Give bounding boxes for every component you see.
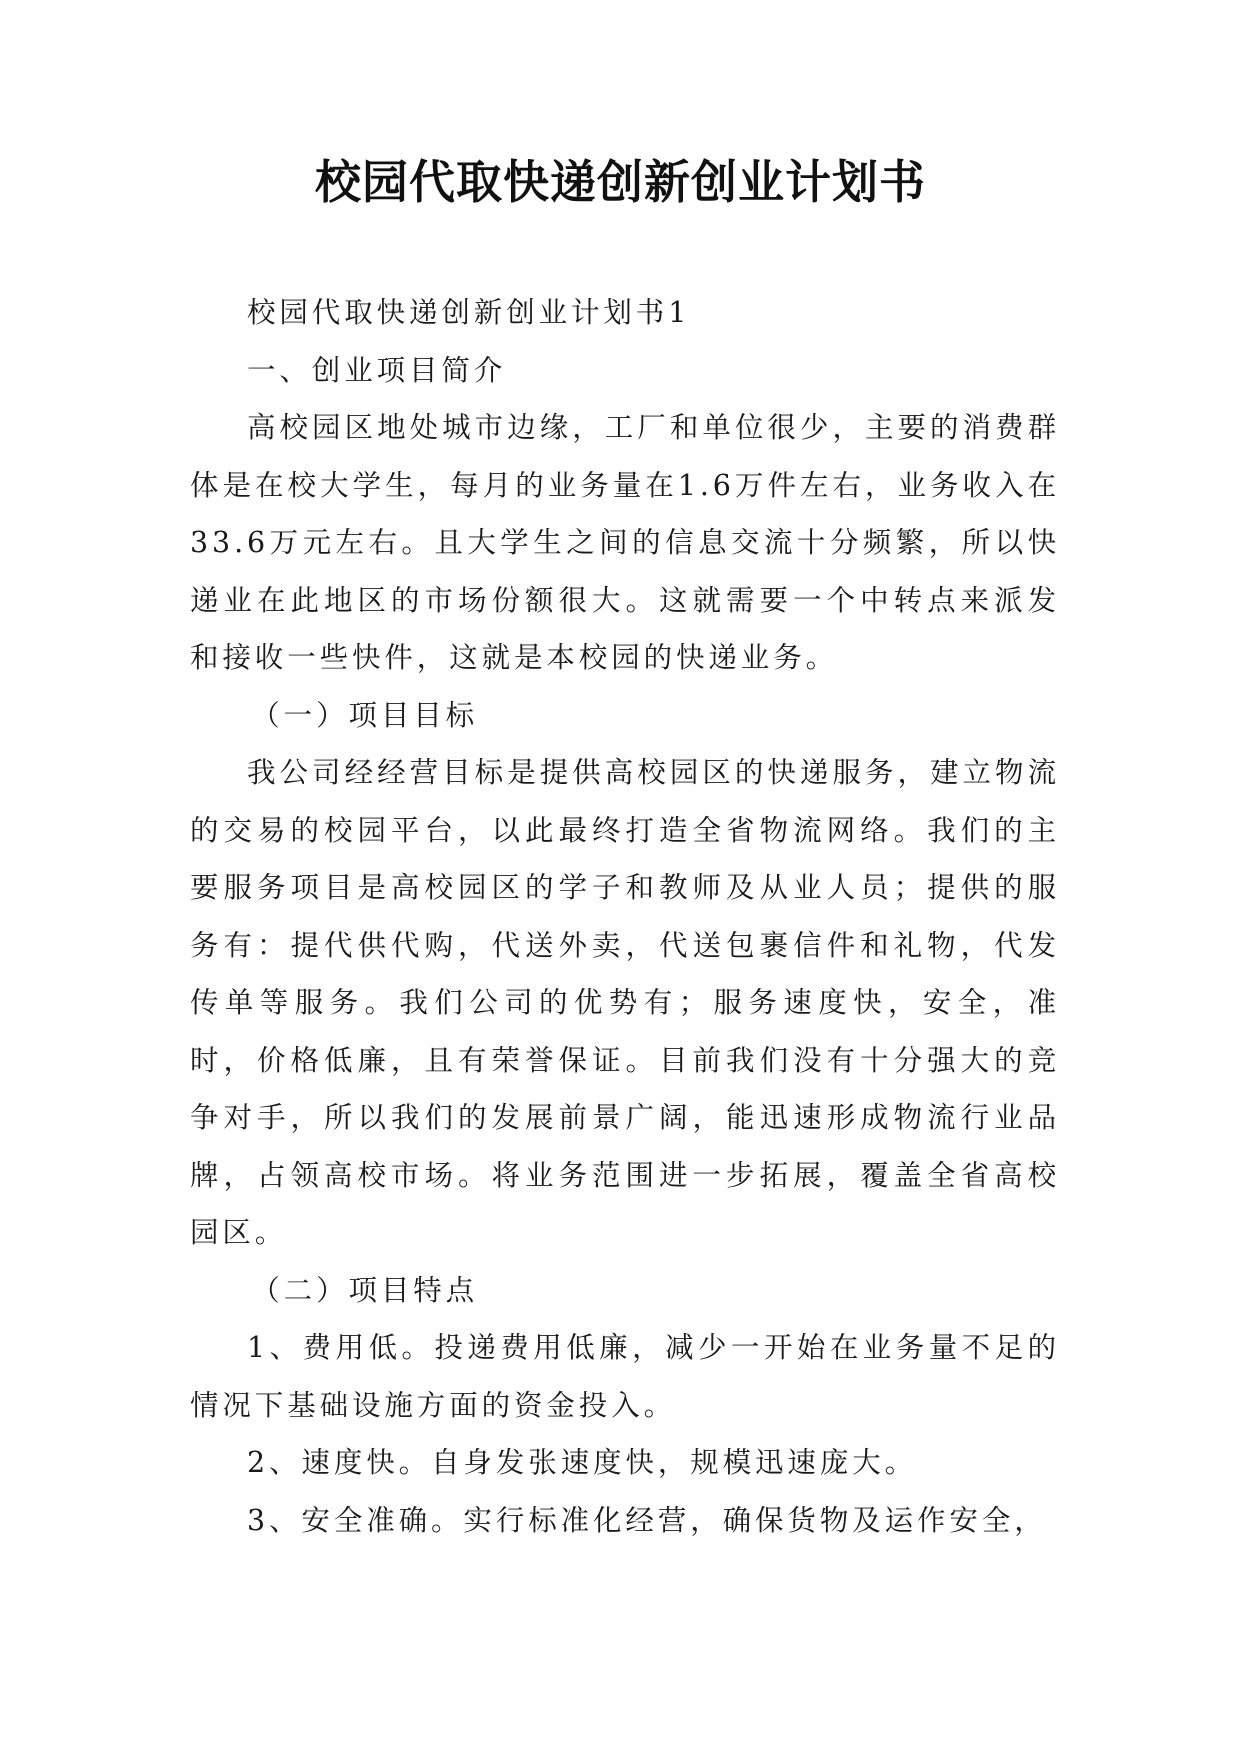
subheading-goals: （一）项目目标	[251, 698, 479, 732]
goals-paragraph: 我公司经经营目标是提供高校园区的快递服务，建立物流的交易的校园平台，以此最终打造全省物流网络。我们的主要服务项目是高校园区的学子和教师及从业人员；提供的服务有：提代供代购，代送外卖，代送包裹信件和礼物，代发传单等服务。我们公司的优势有；服务速度快，安全，准时，价格低廉，且有荣誉保证。目前我们没有十分强大的竞争对手，所以我们的发展前景广阔，能迅速形成物流行业品牌，占领高校市场。将业务范围进一步拓展，覆盖全省高校园区。	[190, 756, 1060, 1249]
document-body	[190, 284, 1060, 1549]
feature-item-safety: 3、安全准确。实行标准化经营，确保货物及运作安全，	[247, 1503, 1047, 1537]
feature-item-low-cost: 1、费用低。投递费用低廉，减少一开始在业务量不足的情况下基础设施方面的资金投入。	[190, 1331, 1060, 1422]
plan-heading: 校园代取快递创新创业计划书1	[247, 296, 691, 329]
document-title: 校园代取快递创新创业计划书	[315, 155, 926, 209]
intro-paragraph: 高校园区地处城市边缘，工厂和单位很少，主要的消费群体是在校大学生，每月的业务量在1.6万件左右，业务收入在33.6万元左右。且大学生之间的信息交流十分频繁，所以快递业在此地区的市场份额很大。这就需要一个中转点来派发和接收一些快件，这就是本校园的快递业务。	[190, 411, 1060, 674]
section-heading-intro: 一、创业项目简介	[247, 353, 507, 387]
feature-item-speed: 2、速度快。自身发张速度快，规模迅速庞大。	[247, 1446, 918, 1479]
subheading-features: （二）项目特点	[251, 1273, 479, 1307]
